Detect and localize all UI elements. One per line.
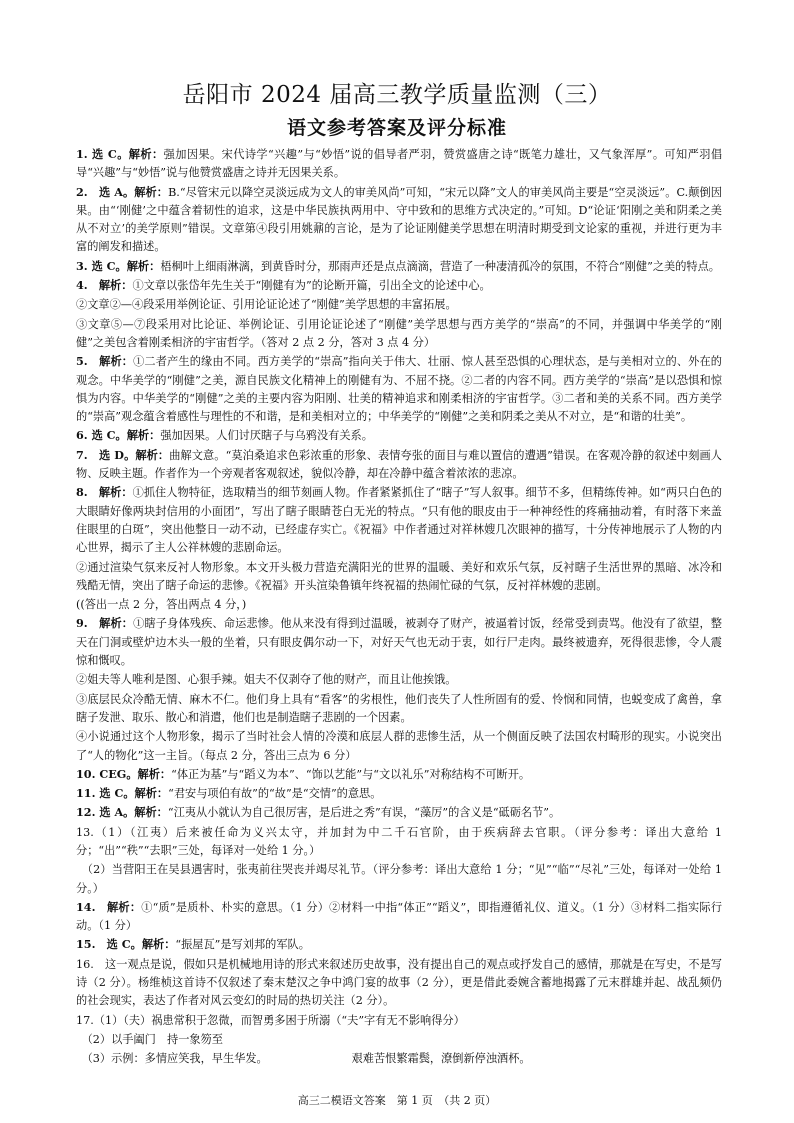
answer-paragraph: 9. 解析：①瞎子身体残疾、命运悲惨。他从来没有得到过温暖，被剥夺了财产，被逼着讨饭，经常受到责骂。他没有了欲望，整天在门洞或壁炉边木头一般的坐着，只有眼皮偶尔动一下，对好天气也无动于衷，如行尸走肉。最终被遗弃，死得很悲惨，令人震惊和慨叹。 (76, 616, 722, 668)
answer-paragraph: （2）当营阳王在吴县遇害时，张夷前往哭丧并竭尽礼节。（评分参考：译出大意给 1 分；“见”“临”“尽礼”三处，每译对一处给 1 分。） (76, 863, 722, 895)
answer-paragraph: 17.（1）（夫）祸患常积于忽微，而智勇多困于所溺（“夫”字有无不影响得分） (76, 1013, 465, 1027)
answer-paragraph: ((答出一点 2 分，答出两点 4 分，) (76, 598, 247, 612)
answer-body (76, 145, 722, 1069)
answer-paragraph: 4. 解析：①文章以张岱年先生关于“刚健有为”的论断开篇，引出全文的论述中心。 (76, 278, 491, 293)
answer-paragraph: 14. 解析：①“质”是质朴、朴实的意思。（1 分）②材料一中指“体正”“蹈义”，即指遵循礼仪、道义。（1 分）③材料二指实际行动。（1 分） (76, 899, 723, 933)
answer-paragraph: ②文章②—④段采用举例论证、引用论证论述了“刚健”美学思想的丰富拓展。 (76, 298, 457, 312)
answer-paragraph: ④小说通过这个人物形象，揭示了当时社会人情的冷漠和底层人群的悲惨生活，从一个侧面反映了法国农村畸形的现实。小说突出了“人的物化”这一主旨。（每点 2 分，答出三点为 6 分） (76, 730, 722, 762)
answer-paragraph: 10. CEG。解析：“体正为基”与“蹈义为本”、“饰以艺能”与“文以礼乐”对称结构不可断开。 (76, 766, 531, 781)
answer-paragraph: 15. 选 C。解析：“振屋瓦”是写刘邦的军队。 (76, 937, 310, 952)
page-subtitle: 语文参考答案及评分标准 (286, 117, 507, 139)
answer-paragraph: 12. 选 A。解析：“江夷从小就认为自己很厉害，是后进之秀”有误，“藻厉”的含义是“砥砺名节”。 (76, 805, 561, 820)
answer-paragraph: 7. 选 D。解析：曲解文意。“莫泊桑追求色彩浓重的形象、表情夸张的面目与难以置信的遭遇”错误。在客观冷静的叙述中刻画人物、反映主题。作者作为一个旁观者客观叙述，貌似冷静，却在冷静中蕴含着浓浓的悲凉。 (76, 447, 722, 481)
answer-paragraph: （2）以手阖门 持一象笏至 (76, 1032, 223, 1046)
answer-paragraph: 16. 这一观点是说，假如只是机械地用诗的形式来叙述历史故事，没有提出自己的观点或抒发自己的感情，那就是在写史，不是写诗（2 分）。杨维桢这首诗不仅叙述了秦末楚汉之争中鸿门宴的故事（2 分），更是借此委婉含蓄地揭露了元末群雄并起、战乱频仍的社会现实，表达了作者对风云变幻的时局的热切关注（2 分）。 (76, 957, 722, 1008)
answer-paragraph: 5. 解析：①二者产生的缘由不同。西方美学的“崇高”指向关于伟大、壮丽、惊人甚至恐惧的心理状态，是与美相对立的、外在的观念。中华美学的“刚健”之美，源自民族文化精神上的刚健有为、不屈不挠。②二者的内容不同。西方美学的“崇高”是以恐惧和惊惧为内容。中华美学的“刚健”之美的主要内容为阳刚、壮美的精神追求和刚柔相济的宇宙哲学。③二者和美的关系不同。西方美学的“崇高”观念蕴含着感性与理性的不和谐，是和美相对立的；中华美学的“刚健”之美和阴柔之美从不对立，是“和谐的壮美”。 (76, 354, 722, 424)
answer-paragraph: （3）示例：多情应笑我，早生华发。 艰难苦恨繁霜鬓，潦倒新停浊酒杯。 (76, 1052, 531, 1066)
answer-paragraph: ②姐夫等人唯利是图、心狠手辣。姐夫不仅剥夺了他的财产，而且让他挨饿。 (76, 673, 457, 687)
answer-paragraph: 2. 选 A。解析：B.“尽管宋元以降空灵淡远成为文人的审美风尚”可知，“宋元以降”文人的审美风尚主要是“空灵淡远”。C.颠倒因果。由“‘刚健’之中蕴含着韧性的追求，这是中华民族执两用中、守中致和的思维方式决定的。”可知。D“论证‘阳刚之美和阴柔之美从不对立’的美学原则”错误。文章第④段引用姚鼐的言论，是为了论证刚健美学思想在明清时期受到文论家的重视，并进行更为丰富的阐发和描述。 (76, 184, 722, 254)
answer-paragraph: 1. 选 C。解析：强加因果。宋代诗学“兴趣”与“妙悟”说的倡导者严羽，赞赏盛唐之诗“既笔力雄壮，又气象浑厚”。可知严羽倡导“兴趣”与“妙悟”说与他赞赏盛唐之诗并无因果关系。 (76, 147, 723, 180)
answer-paragraph: 13.（1）（江夷）后来被任命为义兴太守，并加封为中二千石官阶，由于疾病辞去官职。（评分参考：译出大意给 1 分；“出”“秩”“去职”三处，每译对一处给 1 分。） (76, 825, 722, 857)
answer-paragraph: ③底层民众冷酷无情、麻木不仁。他们身上具有“看客”的劣根性，他们丧失了人性所固有的爱、怜悯和同情，也蜕变成了禽兽，拿瞎子发泄、取乐、散心和消遣，他们也是制造瞎子悲剧的一个因素。 (76, 692, 722, 724)
page-title: 岳阳市 2024 届高三教学质量监测（三） (182, 82, 612, 108)
answer-paragraph: 3. 选 C。解析：梧桐叶上细雨淋漓，到黄昏时分，那雨声还是点点滴滴，营造了一种凄清孤冷的氛围，不符合“刚健”之美的特点。 (76, 258, 720, 273)
answer-paragraph: 6. 选 C。解析：强加因果。人们讨厌瞎子与乌鸦没有关系。 (76, 428, 373, 443)
answer-paragraph: 11. 选 C。解析：“君安与项伯有故”的“故”是“交情”的意思。 (76, 786, 382, 801)
page-footer: 高三二模语文答案 第 1 页 （共 2 页） (297, 1094, 497, 1107)
answer-paragraph: ③文章⑤—⑦段采用对比论证、举例论证、引用论证论述了“刚健”美学思想与西方美学的“崇高”的不同，并强调中华美学的“刚健”之美包含着刚柔相济的宇宙哲学。（答对 2 点 2 分，答对 3 点 4 分） (76, 317, 722, 349)
answer-paragraph: ②通过渲染气氛来反衬人物形象。本文开头极力营造充满阳光的世界的温暖、美好和欢乐气氛，反衬瞎子生活世界的黑暗、冰冷和残酷无情，突出了瞎子命运的悲惨。《祝福》开头渲染鲁镇年终祝福的热闹忙碌的气氛，反衬祥林嫂的悲剧。 (76, 560, 722, 592)
answer-paragraph: 8. 解析：①抓住人物特征，选取精当的细节刻画人物。作者紧紧抓住了“瞎子”写人叙事。细节不多，但精练传神。如“两只白色的大眼睛好像两块封信用的小面团”，写出了瞎子眼睛苍白无光的特点。“只有他的眼皮由于一种神经性的疼痛抽动着，有时落下来盖住眼里的白斑”，突出他整日一动不动，已经虚存实亡。《祝福》中作者通过对祥林嫂几次眼神的描写，十分传神地展示了人物的内心世界，揭示了主人公祥林嫂的悲剧命运。 (76, 485, 722, 555)
